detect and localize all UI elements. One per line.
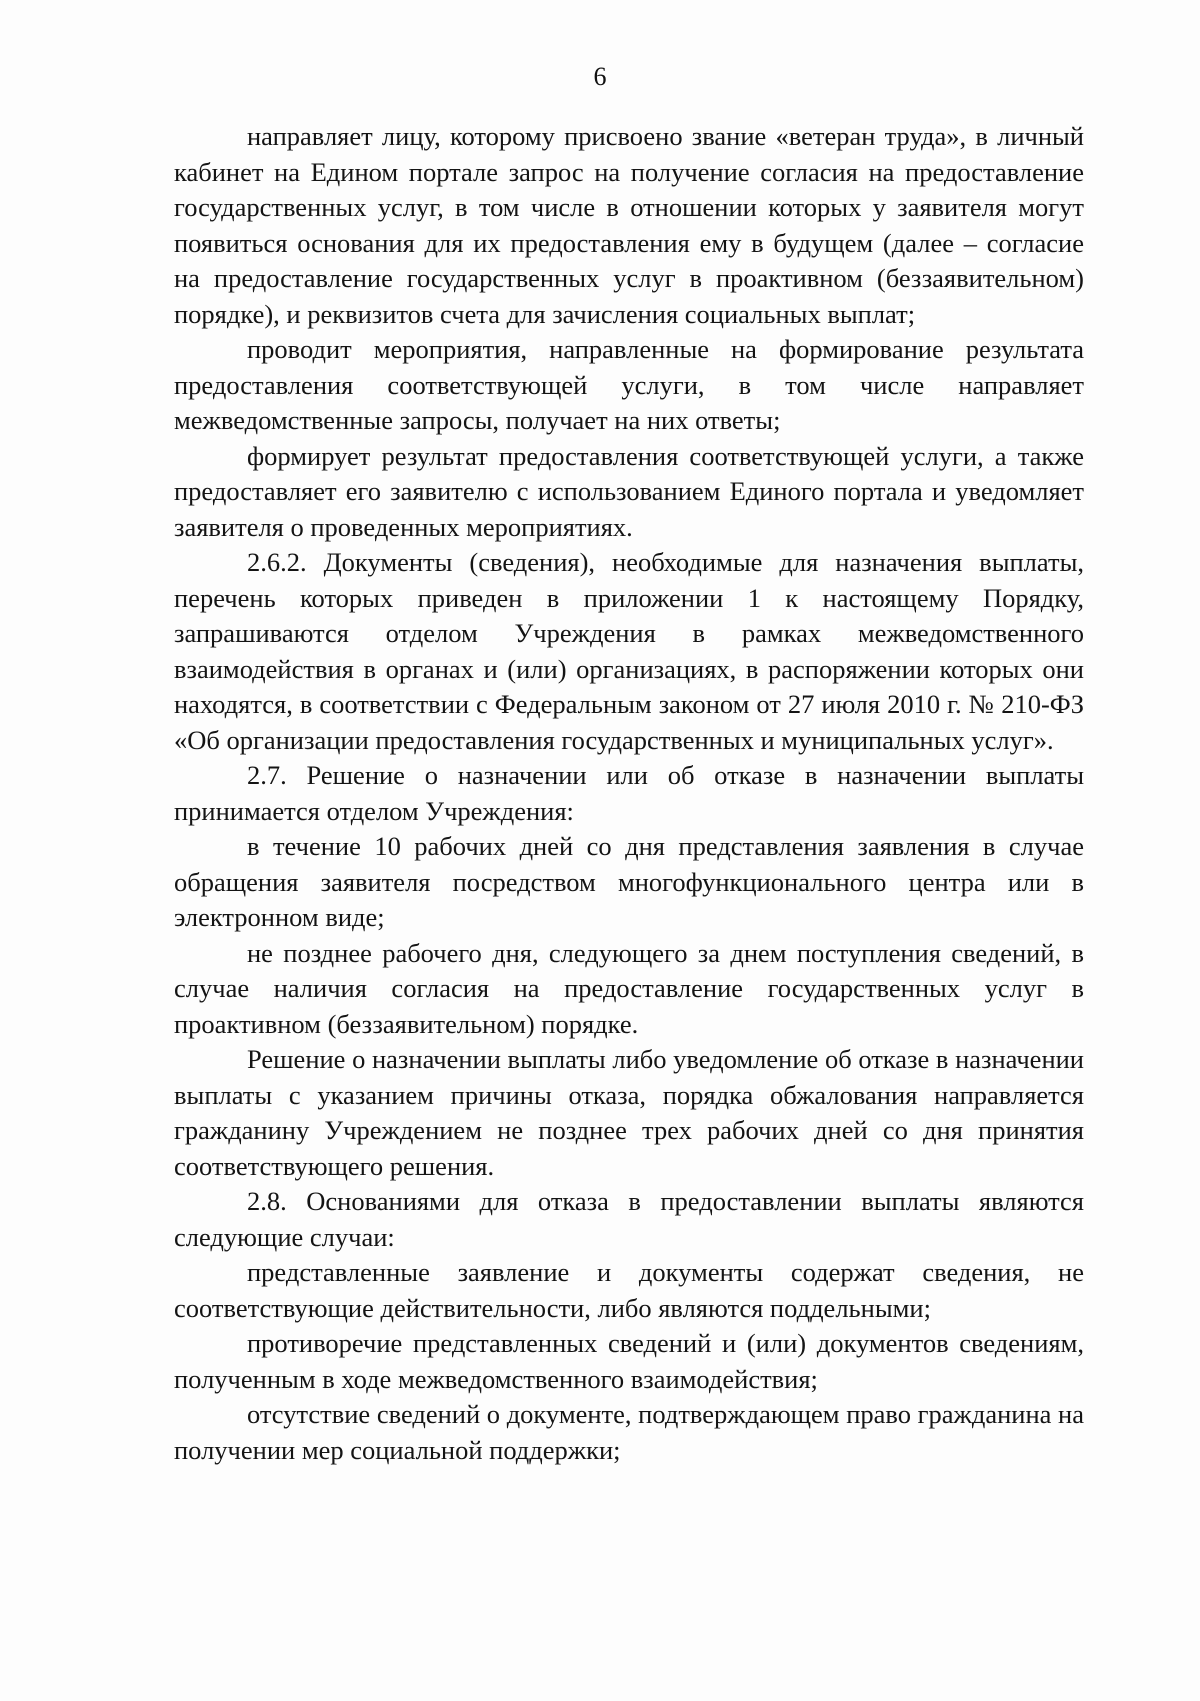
paragraph-2-7: 2.7. Решение о назначении или об отказе в назначении выплаты принимается отделом Учреждения: [174, 760, 1084, 826]
paragraph-2-6-2: 2.6.2. Документы (сведения), необходимые для назначения выплаты, перечень которых приведен в приложении 1 к настоящему Порядку, запрашиваются отделом Учреждения в рамках межведомственного взаимодействия в органах и (или) организациях, в распоряжении которых они находятся, в соответствии с Федеральным законом от 27 июля 2010 г. № 210-ФЗ «Об организации предоставления государственных и муниципальных услуг». [174, 547, 1084, 755]
paragraph-2-8: 2.8. Основаниями для отказа в предоставлении выплаты являются следующие случаи: [174, 1186, 1084, 1252]
paragraph-missing-document: отсутствие сведений о документе, подтверждающем право гражданина на получении мер социальной поддержки; [174, 1399, 1084, 1465]
paragraph-contradiction: противоречие представленных сведений и (или) документов сведениям, полученным в ходе межведомственного взаимодействия; [174, 1328, 1084, 1394]
paragraph-directs-request: направляет лицу, которому присвоено звание «ветеран труда», в личный кабинет на Едином портале запрос на получение согласия на предоставление государственных услуг, в том числе в отношении которых у заявителя могут появиться основания для их предоставления ему в будущем (далее – согласие на предоставление государственных услуг в проактивном (беззаявительном) порядке), и реквизитов счета для зачисления социальных выплат; [174, 121, 1084, 329]
paragraph-false-documents: представленные заявление и документы содержат сведения, не соответствующие действительности, либо являются поддельными; [174, 1257, 1084, 1323]
document-body [174, 119, 1084, 1468]
paragraph-within-10-days: в течение 10 рабочих дней со дня представления заявления в случае обращения заявителя посредством многофункционального центра или в электронном виде; [174, 831, 1084, 932]
paragraph-decision-notice: Решение о назначении выплаты либо уведомление об отказе в назначении выплаты с указанием причины отказа, порядка обжалования направляется гражданину Учреждением не позднее трех рабочих дней со дня принятия соответствующего решения. [174, 1044, 1084, 1181]
page-number: 6 [593, 62, 607, 91]
paragraph-conducts-measures: проводит мероприятия, направленные на формирование результата предоставления соответствующей услуги, в том числе направляет межведомственные запросы, получает на них ответы; [174, 334, 1084, 435]
paragraph-forms-result: формирует результат предоставления соответствующей услуги, а также предоставляет его заявителю с использованием Единого портала и уведомляет заявителя о проведенных мероприятиях. [174, 440, 1084, 542]
paragraph-next-working-day: не позднее рабочего дня, следующего за днем поступления сведений, в случае наличия согласия на предоставление государственных услуг в проактивном (беззаявительном) порядке. [174, 937, 1084, 1039]
